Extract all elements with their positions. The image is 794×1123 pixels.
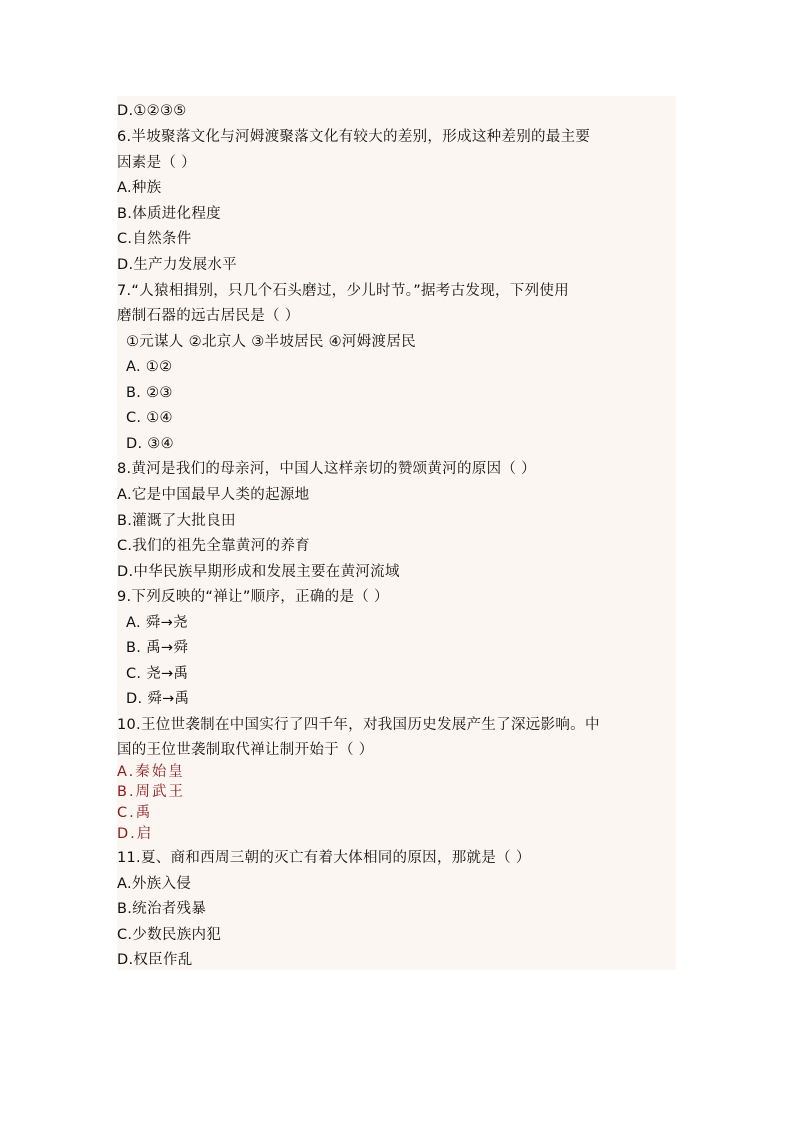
q7-option-a: A. ①②: [126, 359, 173, 375]
q6-option-a: A.种族: [117, 180, 162, 196]
q8-option-c: C.我们的祖先全靠黄河的养育: [117, 538, 310, 554]
q10-option-b: B.周武王: [117, 784, 186, 800]
q7-option-b: B. ②③: [126, 385, 173, 401]
q9-stem: 9.下列反映的“禅让”顺序，正确的是（ ）: [117, 589, 389, 605]
q7-option-c: C. ①④: [126, 410, 173, 426]
q7-items: ①元谋人 ②北京人 ③半坡居民 ④河姆渡居民: [126, 334, 416, 350]
q6-stem-line-2: 因素是（ ）: [117, 155, 196, 171]
q10-option-c: C.禹: [117, 805, 153, 821]
q6-option-c: C.自然条件: [117, 231, 192, 247]
q6-stem-line-1: 6.半坡聚落文化与河姆渡聚落文化有较大的差别，形成这种差别的最主要: [117, 129, 591, 145]
q10-stem-line-2: 国的王位世袭制取代禅让制开始于（ ）: [117, 742, 374, 758]
q10-option-d: D.启: [117, 826, 154, 842]
q11-option-a: A.外族入侵: [117, 876, 192, 892]
q6-option-d: D.生产力发展水平: [117, 257, 237, 273]
q9-option-a: A. 舜→尧: [126, 615, 188, 631]
q9-option-d: D. 舜→禹: [126, 691, 190, 707]
q7-stem-line-2: 磨制石器的远古居民是（ ）: [117, 308, 300, 324]
q11-stem: 11.夏、商和西周三朝的灭亡有着大体相同的原因，那就是（ ）: [117, 850, 531, 866]
q11-option-b: B.统治者残暴: [117, 901, 207, 917]
q10-stem-line-1: 10.王位世袭制在中国实行了四千年，对我国历史发展产生了深远影响。中: [117, 717, 600, 733]
q8-option-a: A.它是中国最早人类的起源地: [117, 487, 310, 503]
q8-option-d: D.中华民族早期形成和发展主要在黄河流域: [117, 564, 400, 580]
q8-stem: 8.黄河是我们的母亲河，中国人这样亲切的赞颂黄河的原因（ ）: [117, 461, 536, 477]
q11-option-d: D.权臣作乱: [117, 952, 193, 968]
q11-option-c: C.少数民族内犯: [117, 927, 222, 943]
q8-option-b: B.灌溉了大批良田: [117, 513, 236, 529]
q5-option-d: D.①②③⑤: [117, 103, 187, 119]
q6-option-b: B.体质进化程度: [117, 206, 221, 222]
page-background: [117, 96, 676, 970]
q7-stem-line-1: 7.“人猿相揖别，只几个石头磨过，少儿时节。”据考古发现，下列使用: [117, 283, 570, 299]
q9-option-b: B. 禹→舜: [126, 640, 189, 656]
q10-option-a: A.秦始皇: [117, 764, 185, 780]
q9-option-c: C. 尧→禹: [126, 666, 189, 682]
q7-option-d: D. ③④: [126, 436, 174, 452]
